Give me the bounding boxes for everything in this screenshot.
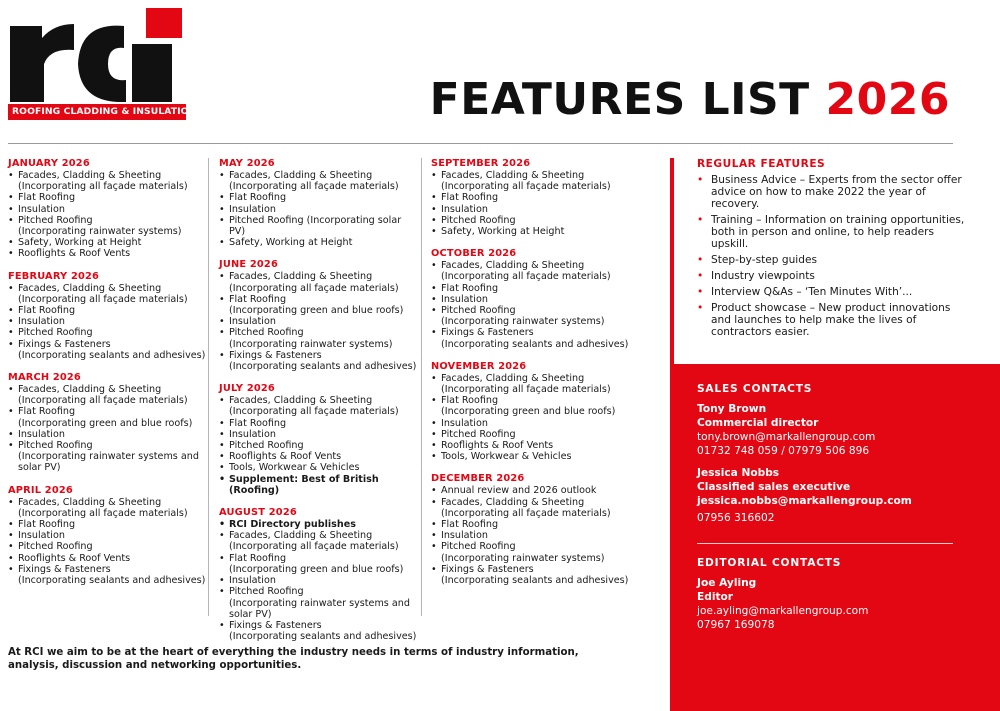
logo-tagline: ROOFING CLADDING & INSULATION	[8, 104, 186, 120]
feature-item: • Rooflights & Roof Vents	[8, 553, 208, 564]
feature-item: • Insulation	[219, 316, 419, 327]
feature-item: • Facades, Cladding & Sheeting (Incorporating all façade materials)	[219, 271, 419, 293]
month-may	[219, 158, 419, 248]
feature-item: • Insulation	[8, 429, 208, 440]
contact-role: Commercial director	[697, 417, 819, 429]
feature-item-directory: • RCI Directory publishes	[219, 519, 419, 530]
feature-item: • Insulation	[431, 204, 656, 215]
feature-item: • Fixings & Fasteners (Incorporating sealants and adhesives)	[8, 339, 208, 361]
feature-item: • Safety, Working at Height	[431, 226, 656, 237]
month-december	[431, 473, 656, 586]
contact-phone[interactable]: 07956 316602	[697, 512, 775, 524]
feature-item: • Safety, Working at Height	[219, 237, 419, 248]
feature-item: • Fixings & Fasteners (Incorporating sealants and adhesives)	[219, 620, 419, 642]
feature-item: • Pitched Roofing (Incorporating rainwater systems and solar PV)	[219, 586, 419, 620]
contact-role: Classified sales executive	[697, 481, 851, 493]
feature-item: • Fixings & Fasteners (Incorporating sealants and adhesives)	[219, 350, 419, 372]
feature-item: • Pitched Roofing	[8, 327, 208, 338]
month-title: JANUARY 2026	[8, 158, 90, 169]
column-divider	[208, 158, 209, 616]
feature-item: • Facades, Cladding & Sheeting (Incorporating all façade materials)	[431, 497, 656, 519]
feature-item: • Insulation	[219, 575, 419, 586]
contact-name: Tony Brown	[697, 403, 767, 415]
month-title: MARCH 2026	[8, 372, 81, 384]
regular-features-title: REGULAR FEATURES	[697, 158, 826, 170]
month-march	[8, 372, 208, 474]
feature-item: • Facades, Cladding & Sheeting (Incorporating all façade materials)	[219, 530, 419, 552]
regular-feature-item: • Interview Q&As – ‘Ten Minutes With’...	[697, 286, 970, 298]
regular-feature-item: • Step-by-step guides	[697, 254, 970, 266]
contacts-panel	[670, 364, 1000, 711]
month-january	[8, 158, 208, 260]
month-july	[219, 383, 419, 496]
feature-item: • Safety, Working at Height	[8, 237, 208, 248]
rci-logo	[8, 6, 197, 118]
feature-item: • Tools, Workwear & Vehicles	[219, 462, 419, 473]
month-november	[431, 361, 656, 463]
regular-features	[670, 158, 970, 364]
feature-item: • Flat Roofing	[8, 305, 208, 316]
feature-item: • Pitched Roofing	[431, 215, 656, 226]
month-column-2	[219, 158, 419, 653]
feature-item: • Pitched Roofing	[8, 541, 208, 552]
feature-item: • Facades, Cladding & Sheeting (Incorporating all façade materials)	[8, 384, 208, 406]
feature-item: • Facades, Cladding & Sheeting (Incorporating all façade materials)	[431, 260, 656, 282]
feature-item: • Insulation	[431, 530, 656, 541]
feature-item: • Insulation	[8, 204, 208, 215]
month-title: JULY 2026	[219, 383, 275, 395]
contact-phone[interactable]: 01732 748 059 / 07979 506 896	[697, 445, 870, 457]
feature-item: • Facades, Cladding & Sheeting (Incorporating all façade materials)	[431, 170, 656, 192]
contact-role: Editor	[697, 591, 734, 603]
contact-phone[interactable]: 07967 169078	[697, 619, 775, 631]
header-divider	[8, 143, 953, 144]
feature-item: • Pitched Roofing (Incorporating rainwater systems and solar PV)	[8, 440, 208, 474]
page-title	[430, 74, 950, 125]
title-year: 2026	[825, 74, 950, 125]
month-june	[219, 259, 419, 372]
month-column-1	[8, 158, 208, 597]
sales-contacts-title: SALES CONTACTS	[697, 383, 813, 395]
month-title: SEPTEMBER 2026	[431, 158, 531, 169]
feature-item: • Rooflights & Roof Vents	[8, 248, 208, 259]
rci-logo-mark	[8, 6, 186, 102]
feature-item: • Tools, Workwear & Vehicles	[431, 451, 656, 462]
feature-item: • Pitched Roofing (Incorporating rainwater systems)	[431, 305, 656, 327]
mission-statement: At RCI we aim to be at the heart of everything the industry needs in terms of industry information, analysis, discussion and networking opportunities.	[8, 647, 579, 671]
month-title: OCTOBER 2026	[431, 248, 517, 260]
month-title: DECEMBER 2026	[431, 473, 525, 485]
feature-item: • Insulation	[219, 429, 419, 440]
feature-item: • Pitched Roofing	[431, 429, 656, 440]
regular-feature-item: • Training – Information on training opportunities, both in person and online, to help readers upskill.	[697, 214, 970, 250]
feature-item: • Flat Roofing	[219, 192, 419, 203]
feature-item: • Facades, Cladding & Sheeting (Incorporating all façade materials)	[431, 373, 656, 395]
column-divider	[421, 158, 422, 616]
feature-item: • Flat Roofing (Incorporating green and blue roofs)	[431, 395, 656, 417]
month-title: APRIL 2026	[8, 484, 73, 496]
month-title: JUNE 2026	[219, 259, 278, 271]
feature-item: • Flat Roofing	[8, 192, 208, 203]
title-main: FEATURES LIST	[429, 74, 810, 125]
month-title: FEBRUARY 2026	[8, 270, 100, 282]
feature-item: • Flat Roofing	[8, 519, 208, 530]
feature-item: • Insulation	[8, 530, 208, 541]
feature-item: • Facades, Cladding & Sheeting (Incorporating all façade materials)	[8, 170, 208, 192]
feature-item: • Facades, Cladding & Sheeting (Incorporating all façade materials)	[8, 497, 208, 519]
feature-item: • Flat Roofing (Incorporating green and blue roofs)	[219, 553, 419, 575]
feature-item: • Facades, Cladding & Sheeting (Incorporating all façade materials)	[219, 395, 419, 417]
feature-item: • Pitched Roofing	[219, 440, 419, 451]
contact-email[interactable]: jessica.nobbs@markallengroup.com	[697, 495, 912, 507]
regular-feature-item: • Product showcase – New product innovations and launches to help make the lives of contractors easier.	[697, 302, 970, 338]
month-title: MAY 2026	[219, 158, 275, 169]
feature-item: • Insulation	[431, 418, 656, 429]
editorial-contacts-title: EDITORIAL CONTACTS	[697, 557, 842, 569]
feature-item: • Flat Roofing	[431, 192, 656, 203]
feature-item: • Flat Roofing (Incorporating green and blue roofs)	[219, 294, 419, 316]
regular-feature-item: • Industry viewpoints	[697, 270, 970, 282]
month-august	[219, 507, 419, 642]
feature-item: • Rooflights & Roof Vents	[219, 451, 419, 462]
feature-item-supplement: • Supplement: Best of British (Roofing)	[219, 474, 419, 496]
month-february	[8, 271, 208, 361]
feature-item: • Insulation	[219, 204, 419, 215]
month-october	[431, 248, 656, 350]
feature-item: • Fixings & Fasteners (Incorporating sealants and adhesives)	[431, 327, 656, 349]
month-april	[8, 485, 208, 587]
feature-item: • Rooflights & Roof Vents	[431, 440, 656, 451]
feature-item: • Facades, Cladding & Sheeting (Incorporating all façade materials)	[219, 170, 419, 192]
month-title: NOVEMBER 2026	[431, 360, 527, 372]
feature-item: • Flat Roofing (Incorporating green and blue roofs)	[8, 406, 208, 428]
feature-item: • Insulation	[8, 316, 208, 327]
feature-item: • Pitched Roofing (Incorporating rainwater systems)	[219, 327, 419, 349]
month-september	[431, 158, 656, 237]
contact-email[interactable]: joe.ayling@markallengroup.com	[697, 605, 869, 617]
regular-feature-item: • Business Advice – Experts from the sector offer advice on how to make 2022 the year of recovery.	[697, 174, 970, 210]
feature-item: • Fixings & Fasteners (Incorporating sealants and adhesives)	[431, 564, 656, 586]
feature-item: • Facades, Cladding & Sheeting (Incorporating all façade materials)	[8, 283, 208, 305]
contact-name: Jessica Nobbs	[697, 467, 780, 479]
feature-item: • Insulation	[431, 294, 656, 305]
contact-name: Joe Ayling	[697, 577, 757, 589]
feature-item: • Pitched Roofing (Incorporating solar PV)	[219, 215, 419, 237]
feature-item: • Pitched Roofing (Incorporating rainwater systems)	[8, 215, 208, 237]
feature-item: • Flat Roofing	[219, 418, 419, 429]
feature-item: • Flat Roofing	[431, 283, 656, 294]
feature-item: • Annual review and 2026 outlook	[431, 485, 656, 496]
feature-item: • Pitched Roofing (Incorporating rainwater systems)	[431, 541, 656, 563]
feature-item: • Fixings & Fasteners (Incorporating sealants and adhesives)	[8, 564, 208, 586]
contacts-divider	[697, 543, 953, 544]
month-column-3	[431, 158, 656, 597]
contact-email[interactable]: tony.brown@markallengroup.com	[697, 431, 876, 443]
month-title: AUGUST 2026	[219, 507, 297, 519]
feature-item: • Flat Roofing	[431, 519, 656, 530]
